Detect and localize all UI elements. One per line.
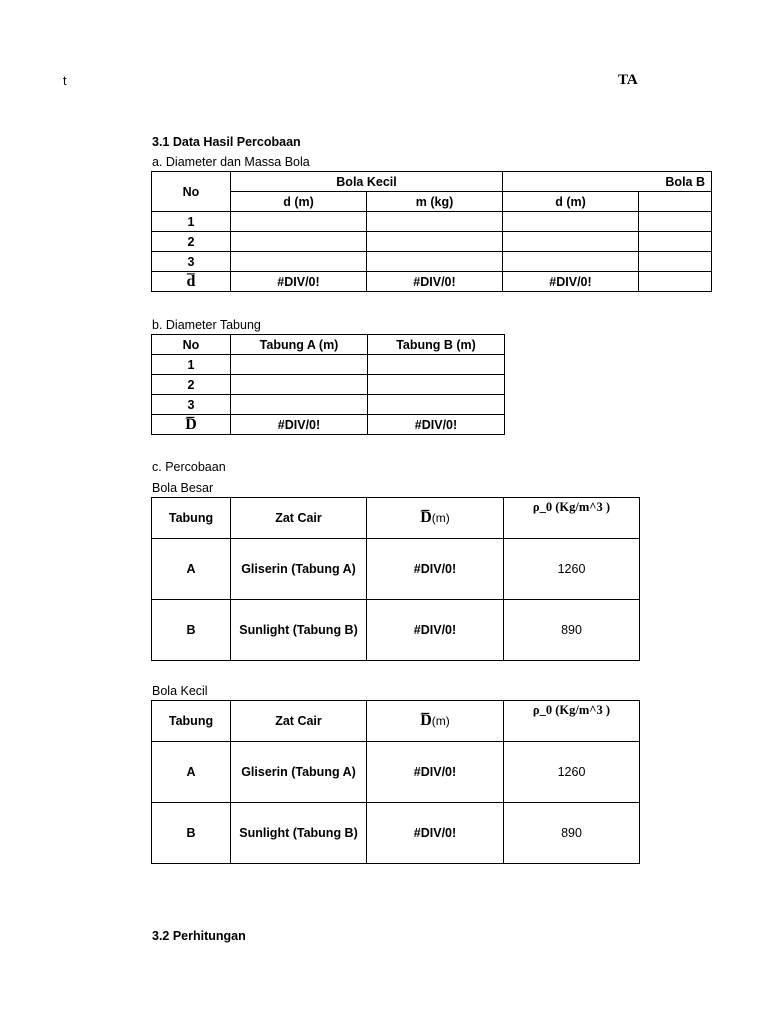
cell <box>503 232 639 252</box>
row-diameter: #DIV/0! <box>367 742 504 803</box>
cell <box>503 252 639 272</box>
table-bola-kecil <box>151 700 640 864</box>
header-left: t <box>63 74 67 88</box>
header-right: TA <box>618 72 638 88</box>
diameter-symbol: D̅ <box>420 509 432 526</box>
row-zat-cair: Sunlight (Tabung B) <box>231 803 367 864</box>
avg-value: #DIV/0! <box>503 272 639 292</box>
row-zat-cair: Gliserin (Tabung A) <box>231 742 367 803</box>
diameter-unit: (m) <box>431 511 450 525</box>
avg-symbol: d̅ <box>152 272 231 292</box>
row-density: 1260 <box>504 539 640 600</box>
avg-symbol: D̅ <box>152 415 231 435</box>
table-c1-caption: Bola Besar <box>152 481 214 495</box>
header-diameter <box>367 701 504 742</box>
diameter-symbol: D̅ <box>420 712 432 729</box>
header-diameter <box>367 498 504 539</box>
header-no: No <box>152 172 231 212</box>
avg-value: #DIV/0! <box>231 272 367 292</box>
row-no: 3 <box>152 252 231 272</box>
cell <box>368 395 505 415</box>
cell <box>231 395 368 415</box>
header-density: ρ_0 (Kg/m^3 ) <box>504 701 640 742</box>
row-density: 1260 <box>504 742 640 803</box>
row-tabung: A <box>152 539 231 600</box>
row-no: 1 <box>152 355 231 375</box>
cell <box>639 212 712 232</box>
row-zat-cair: Sunlight (Tabung B) <box>231 600 367 661</box>
avg-value: #DIV/0! <box>368 415 505 435</box>
cell <box>231 375 368 395</box>
row-density: 890 <box>504 600 640 661</box>
cell <box>231 212 367 232</box>
cell <box>231 355 368 375</box>
row-diameter: #DIV/0! <box>367 803 504 864</box>
row-tabung: B <box>152 600 231 661</box>
header-tabung: Tabung <box>152 498 231 539</box>
section-title-data: 3.1 Data Hasil Percobaan <box>152 135 301 149</box>
cell <box>231 252 367 272</box>
cell <box>367 232 503 252</box>
cell <box>368 375 505 395</box>
subheader-d-besar: d (m) <box>503 192 639 212</box>
cell <box>368 355 505 375</box>
cell <box>231 232 367 252</box>
row-tabung: A <box>152 742 231 803</box>
table-c2-caption: Bola Kecil <box>152 684 208 698</box>
header-zat-cair: Zat Cair <box>231 701 367 742</box>
subheader-d: d (m) <box>231 192 367 212</box>
table-a-caption: a. Diameter dan Massa Bola <box>152 155 310 169</box>
header-tabung-b: Tabung B (m) <box>368 335 505 355</box>
cell <box>639 232 712 252</box>
row-zat-cair: Gliserin (Tabung A) <box>231 539 367 600</box>
header-bola-besar-label: Bola B <box>665 174 705 189</box>
header-tabung: Tabung <box>152 701 231 742</box>
header-bola-kecil: Bola Kecil <box>231 172 503 192</box>
cell <box>503 212 639 232</box>
header-bola-besar <box>503 172 712 192</box>
table-diameter-massa <box>151 171 705 294</box>
subheader-m-besar <box>639 192 712 212</box>
row-diameter: #DIV/0! <box>367 600 504 661</box>
diameter-unit: (m) <box>431 714 450 728</box>
table-diameter-tabung <box>151 334 505 435</box>
header-density: ρ_0 (Kg/m^3 ) <box>504 498 640 539</box>
header-zat-cair: Zat Cair <box>231 498 367 539</box>
row-density: 890 <box>504 803 640 864</box>
row-no: 2 <box>152 375 231 395</box>
section-title-perhitungan: 3.2 Perhitungan <box>152 929 246 943</box>
subheader-m: m (kg) <box>367 192 503 212</box>
cell <box>367 212 503 232</box>
row-no: 1 <box>152 212 231 232</box>
table-bola-besar <box>151 497 640 661</box>
percobaan-caption: c. Percobaan <box>152 460 226 474</box>
row-no: 2 <box>152 232 231 252</box>
cell <box>639 252 712 272</box>
cell <box>367 252 503 272</box>
header-no: No <box>152 335 231 355</box>
avg-value: #DIV/0! <box>367 272 503 292</box>
header-tabung-a: Tabung A (m) <box>231 335 368 355</box>
row-diameter: #DIV/0! <box>367 539 504 600</box>
row-tabung: B <box>152 803 231 864</box>
avg-value: #DIV/0! <box>231 415 368 435</box>
cell <box>639 272 712 292</box>
row-no: 3 <box>152 395 231 415</box>
table-b-caption: b. Diameter Tabung <box>152 318 261 332</box>
